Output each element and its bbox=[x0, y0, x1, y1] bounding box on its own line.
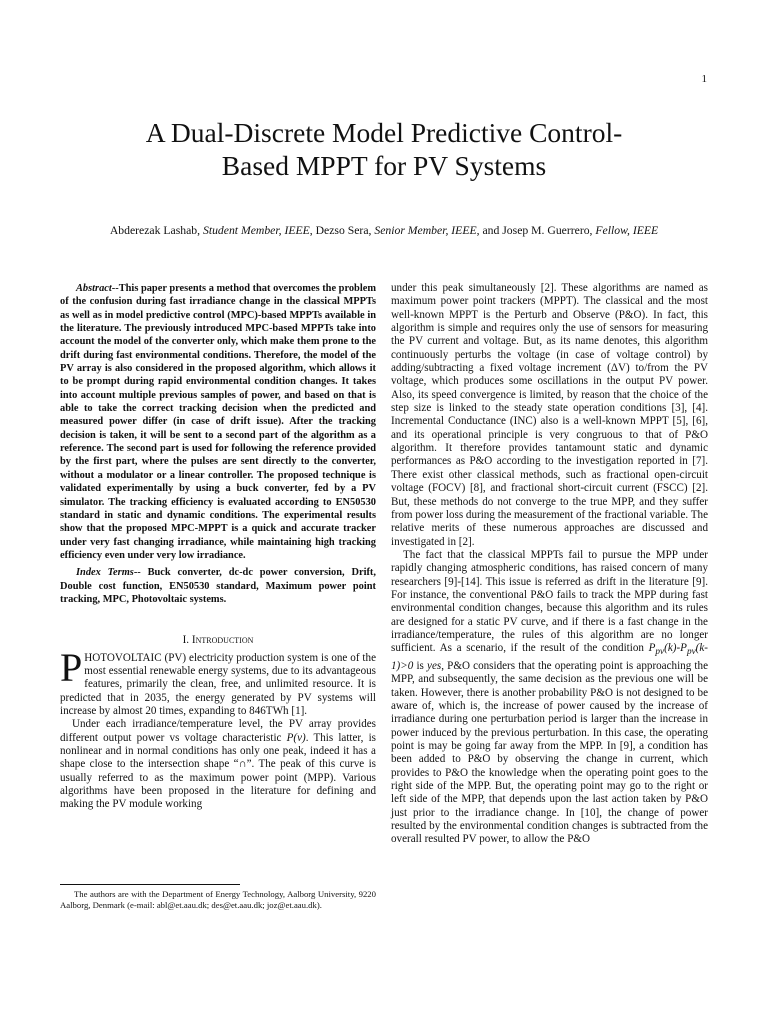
page-number: 1 bbox=[701, 73, 707, 85]
author-3: , and Josep M. Guerrero, bbox=[476, 224, 596, 237]
condition-part-3: (k-1)>0 bbox=[391, 642, 708, 672]
drop-cap: P bbox=[60, 644, 83, 690]
index-terms bbox=[60, 566, 376, 606]
author-affiliation-footnote: The authors are with the Department of Energy Technology, Aalborg University, 9220 Aalborg, Denmark (e-mail: abl@et.aau.dk; des@et.aau.dk; joz@et.aau.dk). bbox=[60, 889, 376, 910]
intro-paragraph-2 bbox=[60, 718, 376, 811]
left-column bbox=[60, 282, 376, 812]
right-paragraph-2-text-b: , P&O considers that the operating point is approaching the MPP, and subsequently, the same decision as the previous one will be taken. However, there is another probability P&O is not designed to be aware of, which is, the increase of power caused by the increase of irradiance during one perturbation period is larger than the increase in power induced by the previous perturbation. In this case, the operating point is may be going far away from the MPP. In [9], a condition has been added to P&O by observing the change in current, which provides to P&O the knowledge when the operating point goes to the right side of the MPP. But, the operating point may go to the right or left side of the MPP, that depends upon the last action taken by P&O just prior to the irradiance change. In [10], the change of power resulted by the environmental condition changes is subtracted from the overall resulted PV power, to allow the P&O bbox=[391, 659, 708, 846]
author-3-role: Fellow, IEEE bbox=[595, 224, 659, 237]
intro-paragraph-1-text: HOTOVOLTAIC (PV) electricity production system is one of the most essential renewable energy systems, due to its advantageous features, primarily the clean, free, and unlimited resource. It is predicted that in 2035, the energy generated by PV systems will increase by almost 20 times, expanding to 846TWh [1]. bbox=[60, 651, 376, 717]
author-1-role: Student Member, IEEE bbox=[202, 224, 310, 237]
author-2: , Dezso Sera, bbox=[309, 224, 375, 237]
section-number: I. bbox=[182, 634, 192, 647]
author-1: Abderezak Lashab, bbox=[109, 224, 203, 237]
section-heading bbox=[60, 634, 376, 647]
condition-subscript-2: pv bbox=[686, 647, 696, 658]
condition-subscript-1: pv bbox=[655, 647, 665, 658]
intro-paragraph-2-text-a: Under each irradiance/temperature level, the PV array provides different output power vs voltage characteristic bbox=[60, 718, 376, 744]
pv-curve-symbol: P(v) bbox=[286, 731, 306, 744]
condition-part-2: (k)-P bbox=[664, 642, 687, 655]
right-paragraph-2-text-a: The fact that the classical MPPTs fail to pursue the MPP under rapidly changing atmospheric conditions, has raised concern of many researchers [9]-[14]. This issue is referred as drift in the literature [9]. For instance, the conventional P&O fails to track the MPP during fast environmental condition changes, because this algorithm and its rules are designed for a static PV curve, and if there is a fast change in the irradiance/temperature, the rules of this algorithm are no longer sufficient. As a scenario, if the result of the condition bbox=[391, 548, 708, 655]
title-line-1: A Dual-Discrete Model Predictive Control- bbox=[145, 117, 623, 148]
intro-paragraph-1 bbox=[60, 644, 376, 719]
author-2-role: Senior Member, IEEE bbox=[374, 224, 477, 237]
author-list bbox=[40, 224, 728, 237]
condition-part-1: P bbox=[648, 642, 656, 655]
right-column bbox=[391, 282, 708, 847]
right-paragraph-2 bbox=[391, 549, 708, 847]
abstract-label: Abstract bbox=[76, 283, 112, 294]
condition-answer: yes bbox=[427, 659, 442, 672]
footnote-rule bbox=[60, 884, 240, 885]
paper-title bbox=[60, 116, 708, 182]
condition-connector: is bbox=[413, 659, 428, 672]
abstract-text: --This paper presents a method that overcomes the problem of the confusion during fast irradiance change in the classical MPPTs as well as in model predictive control (MPC)-based MPPTs available in the literature. The previously introduced MPC-based MPPTs take into account the model of the converter only, which make them prone to the drift during fast environmental conditions. Therefore, the model of the PV array is also considered in the proposed algorithm, which allows it to be prompt during rapid environmental condition changes. It takes into account multiple previous samples of power, and based on that is able to take the correct tracking decision when the predicted and measured power differ (in case of drift issue). After the tracking decision is taken, it will be sent to a second part of the algorithm as a reference. The second part is used for following the reference provided by the first part, where the pulses are sent directly to the converter, without a modulator or a linear controller. The proposed technique is validated experimentally by using a buck converter, fed by a PV simulator. The tracking efficiency is evaluated according to EN50530 standard in static and dynamic conditions. The experimental results show that the proposed MPC-MPPT is a quick and accurate tracker under very fast changing irradiance, while maintaining high tracking efficiency even under very low irradiance. bbox=[60, 283, 376, 561]
title-line-2: Based MPPT for PV Systems bbox=[221, 150, 547, 181]
section-title: Introduction bbox=[191, 634, 254, 647]
right-paragraph-1: under this peak simultaneously [2]. These algorithms are named as maximum power point trackers (MPPT). The classical and the most well-known MPPT is the Perturb and Observe (P&O). In fact, this algorithm is simple and requires only the use of sensors for measuring the PV current and voltage. But, as its name denotes, this algorithm continuously perturbs the voltage (in case of voltage control) by adding/subtracting a fixed voltage increment (ΔV) to/from the PV voltage, which produces some oscillations in the output PV power. Also, its speed convergence is limited, by reason that the choice of the step size is linked to the steady state operation conditions [3], [4]. Incremental Conductance (INC) also is a well-known MPPT [5], [6], and its operational principle is very congruous to that of P&O algorithm. It therefore provides tantamount static and dynamic performances as P&O according to the investigation reported in [7]. There exist other classical methods, such as fractional open-circuit voltage (FOCV) [8], and fractional short-circuit current (FSCC) [2]. But, these methods do not converge to the true MPP, and they suffer from power loss during the measurement of the fractional variable. The relative merits of these numerous approaches are discussed and investigated in [2]. bbox=[391, 282, 708, 548]
index-terms-text: -- Buck converter, dc-dc power conversion, Drift, Double cost function, EN50530 standard, Maximum power point tracking, MPC, Photovoltaic systems. bbox=[60, 567, 376, 605]
intro-paragraph-2-text-b: . This latter, is nonlinear and in normal conditions has only one peak, indeed it has a shape close to the intersection shape “∩”. The peak of this curve is usually referred to as the maximum power point (MPP). Various algorithms have been proposed in the literature for defining and making the PV module working bbox=[60, 731, 376, 811]
index-terms-label: Index Terms bbox=[76, 567, 134, 579]
abstract bbox=[60, 282, 376, 562]
